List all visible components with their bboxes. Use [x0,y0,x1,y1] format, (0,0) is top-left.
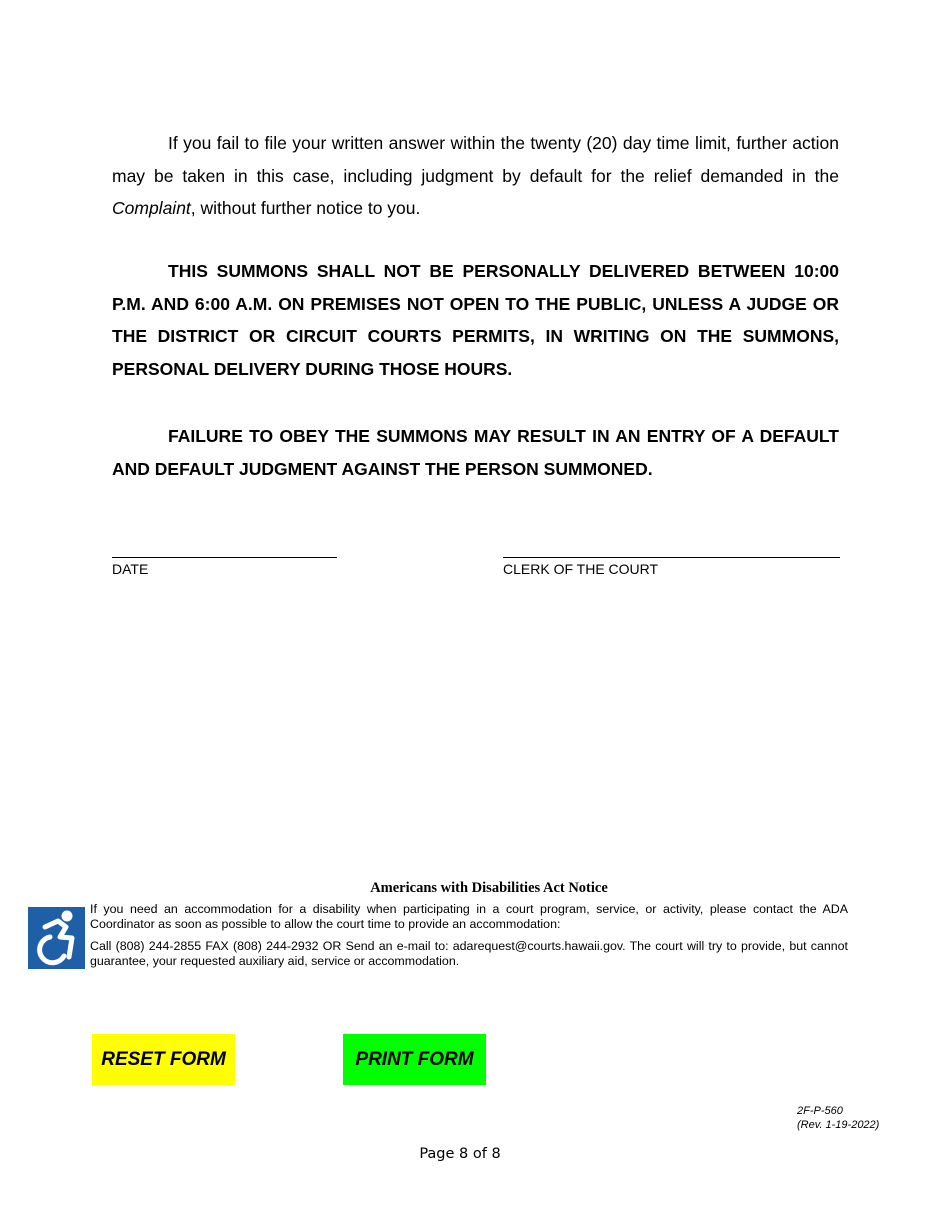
failure-to-obey-text: FAILURE TO OBEY THE SUMMONS MAY RESULT IN AN ENTRY OF A DEFAULT AND DEFAULT JUDGMENT AGAINST THE PERSON SUMMONED. [112,426,839,479]
form-number: 2F-P-560 [797,1105,843,1117]
ada-notice-title: Americans with Disabilities Act Notice [370,880,608,896]
default-warning-text-end: , without further notice to you. [190,198,421,218]
reset-form-button[interactable]: RESET FORM [92,1034,235,1085]
clerk-label: CLERK OF THE COURT [503,561,659,577]
default-warning-paragraph [112,127,839,225]
date-label: DATE [112,561,149,577]
print-form-button[interactable]: PRINT FORM [343,1034,486,1085]
form-revision: (Rev. 1-19-2022) [797,1119,880,1131]
form-identifier [797,1104,879,1132]
default-warning-text: If you fail to file your written answer within the twenty (20) day time limit, further action may be taken in this case, including judgment by default for the relief demanded in the [112,133,839,186]
failure-to-obey-paragraph [112,420,839,485]
accessibility-icon [28,907,85,969]
ada-notice-text: If you need an accommodation for a disability when participating in a court program, service, or activity, please contact the ADA Coordinator as soon as possible to allow the court time to provide an accommodation: [90,902,848,931]
clerk-signature-line [503,557,840,558]
date-signature-line [112,557,337,558]
delivery-restriction-text: THIS SUMMONS SHALL NOT BE PERSONALLY DELIVERED BETWEEN 10:00 P.M. AND 6:00 A.M. ON PREMISES NOT OPEN TO THE PUBLIC, UNLESS A JUDGE OR THE DISTRICT OR CIRCUIT COURTS PERMITS, IN WRITING ON THE SUMMONS, PERSONAL DELIVERY DURING THOSE HOURS. [112,261,839,379]
page-number: Page 8 of 8 [419,1146,501,1162]
complaint-term: Complaint [112,198,191,218]
ada-contact-text: Call (808) 244-2855 FAX (808) 244-2932 OR Send an e-mail to: adarequest@courts.hawaii.gov. The court will try to provide, but cannot guarantee, your requested auxiliary aid, service or accommodation. [90,939,848,968]
delivery-restriction-paragraph [112,255,839,385]
